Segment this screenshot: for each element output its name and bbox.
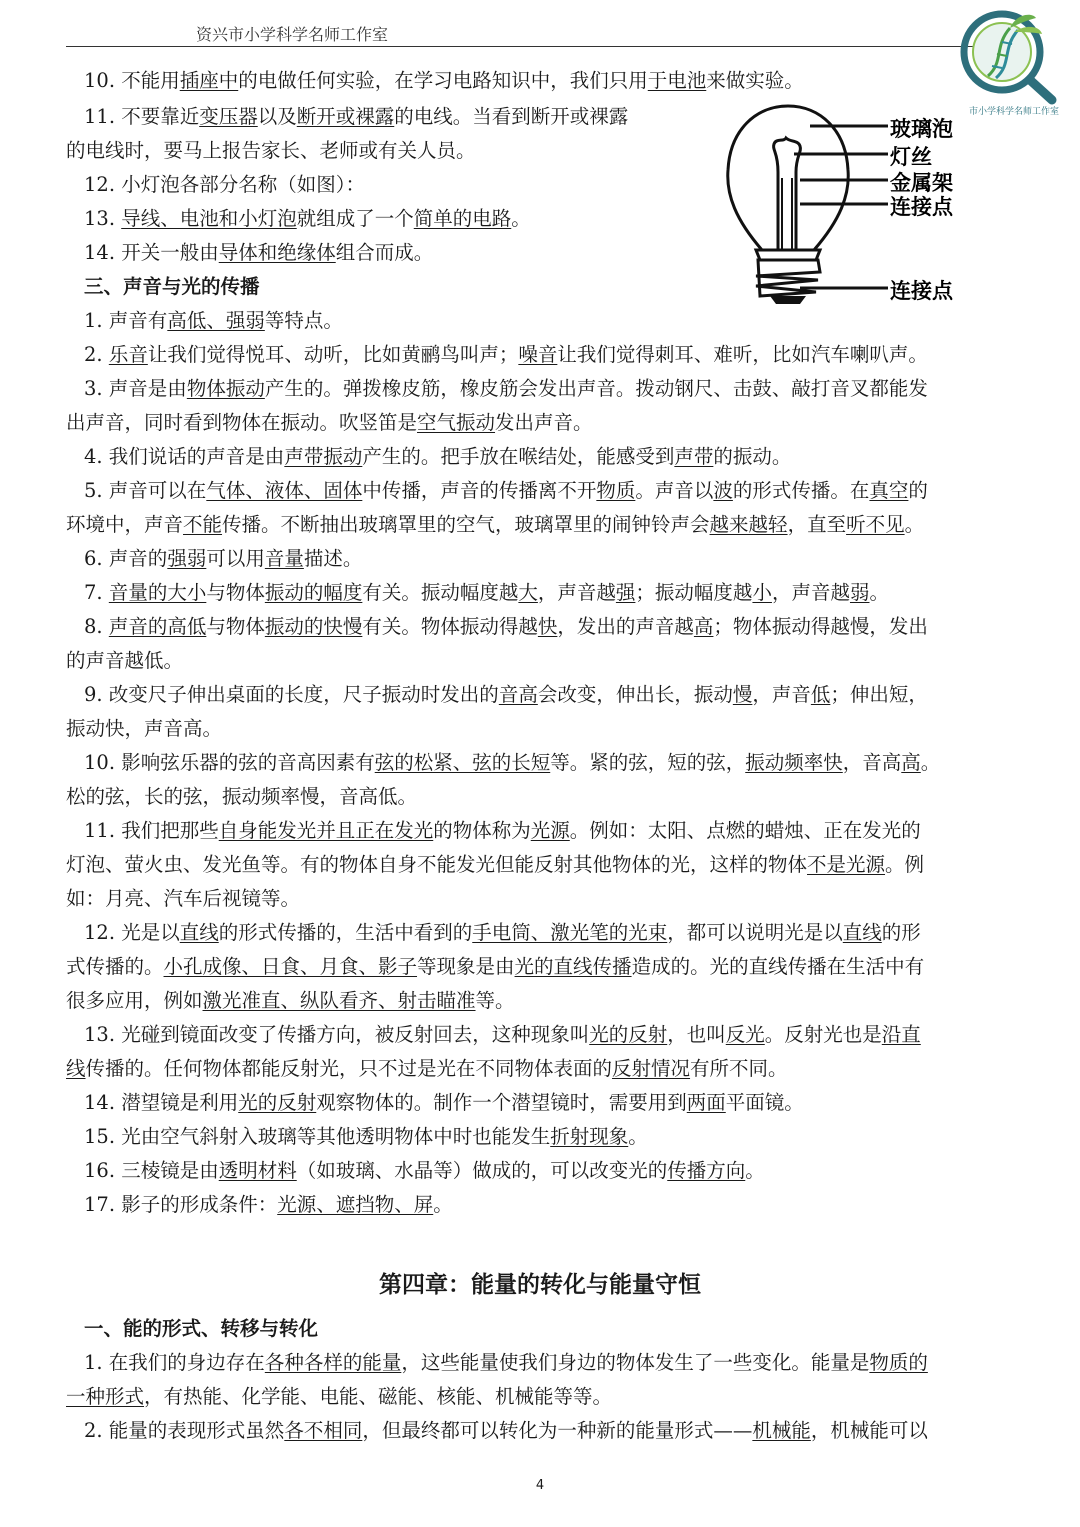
text-segment: ，也叫 (667, 1023, 726, 1046)
text-segment: ；振动幅度越 (635, 581, 753, 604)
text-segment: 10. 不能用 (84, 69, 180, 92)
text-line (66, 1018, 1034, 1052)
text-line (66, 406, 1016, 440)
underlined-key-term: 于电池 (647, 69, 707, 92)
text-segment: 让我们觉得刺耳、难听，比如汽车喇叭声。 (557, 343, 928, 366)
text-segment: 。 (511, 207, 531, 230)
text-segment: 9. 改变尺子伸出桌面的长度，尺子振动时发出的 (84, 683, 499, 706)
text-segment: ，机械能可以 (810, 1419, 928, 1442)
text-segment: 15. 光由空气斜射入玻璃等其他透明物体中时也能发生 (84, 1125, 551, 1148)
text-segment: 产生的。把手放在喉结处，能感受到 (362, 445, 675, 468)
text-segment: 可以用 (206, 547, 265, 570)
label-metal-frame: 金属架 (890, 171, 953, 195)
underlined-key-term: 越来越轻 (709, 513, 788, 536)
text-segment: 的形 (881, 921, 921, 944)
text-segment: ，声音 (752, 683, 811, 706)
text-segment: 14. 潜望镜是利用 (84, 1091, 239, 1114)
text-line (66, 780, 1016, 814)
text-segment: 3. 声音是由 (84, 377, 187, 400)
text-line (66, 848, 1016, 882)
underlined-key-term: 简单的电路 (413, 207, 512, 230)
text-segment: 发出声音。 (495, 411, 593, 434)
underlined-key-term: 折射现象 (550, 1125, 629, 1148)
underlined-key-term: 光的直线传播 (514, 955, 632, 978)
underlined-key-term: 断开或裸露 (296, 105, 395, 128)
text-segment: 如：月亮、汽车后视镜等。 (66, 887, 301, 910)
text-segment: 等现象是由 (417, 955, 515, 978)
underlined-key-term: 物质 (596, 479, 636, 502)
text-line (66, 1188, 1034, 1222)
label-contact-point-lower: 连接点 (890, 279, 953, 303)
text-line (66, 1346, 1034, 1380)
underlined-key-term: 传播方向 (667, 1159, 746, 1182)
text-segment: 5. 声音可以在 (84, 479, 207, 502)
text-segment: 12. 光是以 (84, 921, 180, 944)
text-line (66, 542, 1034, 576)
text-segment: 观察物体的。制作一个潜望镜时，需要用到 (316, 1091, 687, 1114)
text-line (66, 882, 1016, 916)
text-segment: 有关。振动幅度越 (362, 581, 519, 604)
underlined-key-term: 声带振动 (284, 445, 363, 468)
underlined-key-term: 小 (752, 581, 772, 604)
underlined-key-term: 音量的大小 (108, 581, 207, 604)
logo-caption: 市小学科学名师工作室 (968, 107, 1059, 117)
label-glass-bulb: 玻璃泡 (890, 117, 953, 141)
underlined-key-term: 空气振动 (417, 411, 496, 434)
underlined-key-term: 声带 (674, 445, 714, 468)
underlined-key-term: 物质的 (869, 1351, 928, 1374)
text-segment: 描述。 (303, 547, 363, 570)
underlined-key-term: 光的反射 (238, 1091, 317, 1114)
text-line (66, 1414, 1034, 1448)
text-line (66, 236, 1034, 270)
text-segment: 。 (869, 581, 889, 604)
underlined-key-term: 变压器 (199, 105, 258, 128)
underlined-key-term: 高 (693, 615, 714, 638)
text-segment: 三、声音与光的传播 (84, 275, 260, 298)
text-line (66, 440, 1034, 474)
underlined-key-term: 激光准直、纵队看齐、射击瞄准 (202, 989, 476, 1012)
text-segment: 灯泡、萤火虫、发光鱼等。有的物体自身不能发光但能反射其他物体的光，这样的物体 (66, 853, 808, 876)
text-segment: 14. 开关一般由 (84, 241, 219, 264)
text-segment: 13. (84, 207, 122, 230)
text-line (66, 474, 1034, 508)
page-header (66, 18, 1014, 47)
underlined-key-term: 反光 (725, 1023, 765, 1046)
text-segment: 4. 我们说话的声音是由 (84, 445, 285, 468)
text-segment: 来做实验。 (706, 69, 804, 92)
text-segment: ，这些能量使我们身边的物体发生了一些变化。能量是 (401, 1351, 870, 1374)
text-line (66, 576, 1034, 610)
text-segment: 2. (84, 343, 109, 366)
underlined-key-term: 自身能发光并且正在发光 (218, 819, 434, 842)
text-line (66, 338, 1034, 372)
underlined-key-term: 沿直 (881, 1023, 921, 1046)
text-segment: 1. 声音有 (84, 309, 168, 332)
underlined-key-term: 直线 (179, 921, 219, 944)
text-segment: ，都可以说明光是以 (667, 921, 843, 944)
heading-energy-forms (66, 1312, 1034, 1346)
underlined-key-term: 物体振动 (186, 377, 265, 400)
text-segment: 。 (920, 751, 941, 774)
text-segment: 中传播，声音的传播离不开 (362, 479, 597, 502)
text-segment: 6. 声音的 (84, 547, 168, 570)
underlined-key-term: 透明材料 (218, 1159, 297, 1182)
chapter-title: 第四章：能量的转化与能量守恒 (379, 1272, 701, 1298)
text-segment: 让我们觉得悦耳、动听，比如黄鹂鸟叫声； (147, 343, 519, 366)
text-line (66, 1120, 1034, 1154)
text-segment: 17. 影子的形成条件： (84, 1193, 278, 1216)
underlined-key-term: 各种各样的能量 (264, 1351, 402, 1374)
underlined-key-term: 强 (615, 581, 636, 604)
underlined-key-term: 光源、遮挡物、屏 (277, 1193, 434, 1216)
text-segment: 出声音，同时看到物体在振动。吹竖笛是 (66, 411, 418, 434)
underlined-key-term: 线 (66, 1057, 86, 1080)
underlined-key-term: 振动的快慢 (264, 615, 363, 638)
text-line (66, 202, 1034, 236)
text-segment: 等特点。 (264, 309, 343, 332)
text-segment: 。 (433, 1193, 453, 1216)
underlined-key-term: 强弱 (167, 547, 207, 570)
underlined-key-term: 光源 (530, 819, 570, 842)
text-segment: 振动快，声音高。 (66, 717, 223, 740)
text-segment: 1. 在我们的身边存在 (84, 1351, 265, 1374)
text-segment: 等。紧的弦，短的弦， (550, 751, 746, 774)
text-segment: 10. 影响弦乐器的弦的音高因素有 (84, 751, 375, 774)
text-segment: 。例 (885, 853, 925, 876)
underlined-key-term: 快 (537, 615, 558, 638)
text-segment: 组合而成。 (335, 241, 434, 264)
text-segment: 的声音越低。 (66, 649, 184, 672)
text-segment: 的电线。当看到断开或裸露 (394, 105, 629, 128)
text-segment: 传播。不断抽出玻璃罩里的空气，玻璃罩里的闹钟铃声会 (222, 513, 710, 536)
underlined-key-term: 乐音 (108, 343, 148, 366)
underlined-key-term: 机械能 (752, 1419, 811, 1442)
underlined-key-term: 听不见 (846, 513, 905, 536)
text-segment: 。反射光也是 (764, 1023, 882, 1046)
text-segment: 式传播的。 (66, 955, 164, 978)
text-line (66, 134, 1016, 168)
text-line (66, 610, 1034, 644)
underlined-key-term: 各不相同 (284, 1419, 363, 1442)
underlined-key-term: 小孔成像、日食、月食、影子 (163, 955, 418, 978)
text-segment: 就组成了一个 (296, 207, 414, 230)
underlined-key-term: 直线 (842, 921, 882, 944)
text-segment: 与物体 (206, 581, 265, 604)
underlined-key-term: 噪音 (518, 343, 558, 366)
underlined-key-term: 一种形式 (66, 1385, 145, 1408)
text-line (66, 644, 1016, 678)
underlined-key-term: 导体和绝缘体 (218, 241, 336, 264)
text-segment: 7. (84, 581, 109, 604)
text-segment: 造成的。光的直线传播在生活中有 (631, 955, 925, 978)
text-line (66, 304, 1034, 338)
text-segment: 的形式传播的，生活中看到的 (218, 921, 473, 944)
text-line (66, 984, 1016, 1018)
text-line (66, 100, 1034, 134)
underlined-key-term: 振动频率快 (745, 751, 843, 774)
text-line (66, 1052, 1016, 1086)
label-contact-point-upper: 连接点 (890, 195, 953, 219)
text-segment: 的 (908, 479, 928, 502)
underlined-key-term: 高 (901, 751, 921, 774)
text-segment: ，有热能、化学能、电能、磁能、核能、机械能等等。 (144, 1385, 613, 1408)
text-segment: ，但最终都可以转化为一种新的能量形式—— (362, 1419, 753, 1442)
text-segment: ；伸出短， (830, 683, 928, 706)
text-segment: 平面镜。 (725, 1091, 804, 1114)
text-segment: 很多应用，例如 (66, 989, 203, 1012)
text-segment: 有关。物体振动得越 (362, 615, 538, 638)
underlined-key-term: 波 (713, 479, 733, 502)
text-segment: ，发出的声音越 (557, 615, 694, 638)
text-line (66, 814, 1034, 848)
text-segment: 的物体称为 (433, 819, 531, 842)
text-segment: 有所不同。 (690, 1057, 788, 1080)
underlined-key-term: 弦的松紧、弦的长短 (374, 751, 551, 774)
text-segment: 一、能的形式、转移与转化 (84, 1317, 319, 1340)
header-title: 资兴市小学科学名师工作室 (196, 25, 389, 44)
text-segment: 11. 我们把那些 (84, 819, 219, 842)
underlined-key-term: 大 (518, 581, 538, 604)
text-segment: 松的弦，长的弦，振动频率慢，音高低。 (66, 785, 418, 808)
text-line (66, 168, 1034, 202)
text-segment: 的电线时，要马上报告家长、老师或有关人员。 (66, 139, 476, 162)
text-segment: 12. 小灯泡各部分名称（如图）： (84, 173, 365, 196)
text-segment: ，直至 (787, 513, 847, 536)
underlined-key-term: 反射情况 (612, 1057, 691, 1080)
text-segment: 环境中，声音 (66, 513, 184, 536)
underlined-key-term: 声音的高低 (108, 615, 207, 638)
text-line (66, 1380, 1016, 1414)
text-segment: ，声音越 (771, 581, 850, 604)
underlined-key-term: 音高 (498, 683, 538, 706)
underlined-key-term: 真空 (869, 479, 909, 502)
text-segment: 会改变，伸出长，振动 (537, 683, 733, 706)
underlined-key-term: 高低、强弱 (167, 309, 265, 332)
text-segment: 2. 能量的表现形式虽然 (84, 1419, 285, 1442)
text-segment: （如玻璃、水晶等）做成的，可以改变光的 (296, 1159, 668, 1182)
text-line (66, 1154, 1034, 1188)
heading-sound-light (66, 270, 1034, 304)
text-segment: 。 (904, 513, 925, 536)
text-segment: 的电做任何实验，在学习电路知识中，我们只用 (238, 69, 648, 92)
text-line (66, 712, 1016, 746)
text-segment: 以及 (257, 105, 297, 128)
text-segment: 8. (84, 615, 109, 638)
text-line (66, 678, 1034, 712)
text-segment: 。 (628, 1125, 648, 1148)
text-segment: 的振动。 (713, 445, 792, 468)
text-segment: ；物体振动得越慢，发出 (713, 615, 928, 638)
label-filament: 灯丝 (890, 145, 932, 169)
text-segment: 。声音以 (635, 479, 714, 502)
text-line (66, 950, 1016, 984)
underlined-key-term: 手电筒、激光笔的光束 (472, 921, 668, 944)
text-segment: 16. 三棱镜是由 (84, 1159, 219, 1182)
text-segment: ，音高 (842, 751, 902, 774)
text-segment: 产生的。弹拨橡皮筋，橡皮筋会发出声音。拨动钢尺、击鼓、敲打音叉都能发 (264, 377, 928, 400)
text-line (66, 916, 1034, 950)
text-segment: 13. 光碰到镜面改变了传播方向，被反射回去，这种现象叫 (84, 1023, 590, 1046)
underlined-key-term: 插座中 (179, 69, 239, 92)
underlined-key-term: 不是光源 (807, 853, 886, 876)
text-segment: 11. 不要靠近 (84, 105, 200, 128)
text-line (66, 508, 1016, 542)
underlined-key-term: 慢 (732, 683, 753, 706)
underlined-key-term: 振动的幅度 (264, 581, 363, 604)
text-segment: ，声音越 (537, 581, 616, 604)
text-segment: 的形式传播。在 (732, 479, 870, 502)
underlined-key-term: 气体、液体、固体 (206, 479, 363, 502)
page-number: 4 (535, 1478, 545, 1493)
text-segment: 。 (745, 1159, 765, 1182)
underlined-key-term: 音量 (264, 547, 304, 570)
text-segment: 与物体 (206, 615, 265, 638)
text-line (66, 1086, 1034, 1120)
underlined-key-term: 弱 (849, 581, 870, 604)
text-line (66, 64, 1034, 98)
text-segment: 等。 (475, 989, 515, 1012)
text-segment: 传播的。任何物体都能反射光，只不过是光在不同物体表面的 (85, 1057, 613, 1080)
underlined-key-term: 不能 (183, 513, 223, 536)
text-line (66, 372, 1034, 406)
text-line (66, 746, 1034, 780)
text-segment: 。例如：太阳、点燃的蜡烛、正在发光的 (569, 819, 921, 842)
underlined-key-term: 两面 (686, 1091, 726, 1114)
underlined-key-term: 导线、电池和小灯泡 (121, 207, 297, 230)
underlined-key-term: 光的反射 (589, 1023, 668, 1046)
underlined-key-term: 低 (810, 683, 831, 706)
